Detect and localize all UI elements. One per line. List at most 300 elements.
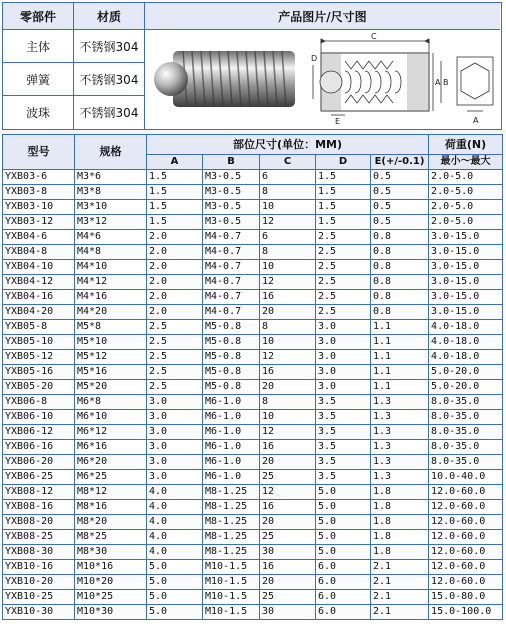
spec-cell: M3*12 — [75, 215, 147, 230]
spec-cell: M4*20 — [75, 305, 147, 320]
a-cell: 2.0 — [147, 275, 203, 290]
d-cell: 6.0 — [316, 560, 371, 575]
e-cell: 0.8 — [371, 230, 429, 245]
d-cell: 2.5 — [316, 275, 371, 290]
a-cell: 2.0 — [147, 290, 203, 305]
a-cell: 2.5 — [147, 350, 203, 365]
c-cell: 16 — [260, 500, 316, 515]
load-cell: 12.0-60.0 — [429, 485, 503, 500]
part-header: 零部件 — [3, 3, 73, 29]
d-cell: 6.0 — [316, 605, 371, 620]
b-cell: M3-0.5 — [203, 170, 260, 185]
model-cell: YXB08-20 — [3, 515, 75, 530]
spec-cell: M10*16 — [75, 560, 147, 575]
part-material: 不锈钢304 — [79, 39, 139, 54]
c-cell: 16 — [260, 560, 316, 575]
model-cell: YXB10-20 — [3, 575, 75, 590]
spec-cell: M10*20 — [75, 575, 147, 590]
dims-header: 部位尺寸(单位：MM) — [147, 135, 429, 155]
e-cell: 0.5 — [371, 215, 429, 230]
part-material: 不锈钢304 — [79, 105, 139, 120]
load-cell: 8.0-35.0 — [429, 425, 503, 440]
spec-table-body — [3, 170, 503, 620]
spec-cell: M6*8 — [75, 395, 147, 410]
model-cell: YXB10-16 — [3, 560, 75, 575]
spec-cell: M5*16 — [75, 365, 147, 380]
e-cell: 2.1 — [371, 560, 429, 575]
d-cell: 3.5 — [316, 425, 371, 440]
c-cell: 10 — [260, 260, 316, 275]
e-cell: 0.8 — [371, 290, 429, 305]
a-cell: 2.0 — [147, 245, 203, 260]
table-row — [3, 290, 503, 305]
load-cell: 3.0-15.0 — [429, 245, 503, 260]
d-cell: 5.0 — [316, 500, 371, 515]
d-cell: 3.5 — [316, 440, 371, 455]
col-c-header: C — [260, 155, 316, 170]
spec-cell: M3*6 — [75, 170, 147, 185]
load-cell: 12.0-60.0 — [429, 575, 503, 590]
table-row — [3, 350, 503, 365]
spec-cell: M6*12 — [75, 425, 147, 440]
spec-cell: M4*10 — [75, 260, 147, 275]
spec-cell: M10*25 — [75, 590, 147, 605]
spec-cell: M8*25 — [75, 530, 147, 545]
b-cell: M10-1.5 — [203, 560, 260, 575]
c-cell: 20 — [260, 380, 316, 395]
a-cell: 3.0 — [147, 455, 203, 470]
product-photo — [149, 33, 299, 125]
model-cell: YXB03-12 — [3, 215, 75, 230]
b-cell: M8-1.25 — [203, 500, 260, 515]
dim-label-d: D — [311, 54, 318, 63]
d-cell: 3.5 — [316, 455, 371, 470]
load-cell: 3.0-15.0 — [429, 290, 503, 305]
e-cell: 1.1 — [371, 350, 429, 365]
b-cell: M10-1.5 — [203, 605, 260, 620]
spec-cell: M5*12 — [75, 350, 147, 365]
a-cell: 1.5 — [147, 215, 203, 230]
a-cell: 4.0 — [147, 515, 203, 530]
b-cell: M5-0.8 — [203, 335, 260, 350]
load-cell: 3.0-15.0 — [429, 305, 503, 320]
spec-cell: M8*30 — [75, 545, 147, 560]
dim-label-e: E — [335, 117, 341, 126]
b-cell: M6-1.0 — [203, 395, 260, 410]
load-cell: 8.0-35.0 — [429, 440, 503, 455]
model-cell: YXB03-8 — [3, 185, 75, 200]
c-cell: 16 — [260, 290, 316, 305]
e-cell: 1.8 — [371, 485, 429, 500]
model-cell: YXB03-6 — [3, 170, 75, 185]
d-cell: 3.5 — [316, 395, 371, 410]
d-cell: 3.0 — [316, 335, 371, 350]
spec-cell: M4*8 — [75, 245, 147, 260]
load-cell: 4.0-18.0 — [429, 335, 503, 350]
b-cell: M8-1.25 — [203, 530, 260, 545]
c-cell: 10 — [260, 410, 316, 425]
table-row — [3, 320, 503, 335]
col-a-header: A — [147, 155, 203, 170]
a-cell: 4.0 — [147, 530, 203, 545]
spec-cell: M5*8 — [75, 320, 147, 335]
d-cell: 5.0 — [316, 485, 371, 500]
e-cell: 0.8 — [371, 305, 429, 320]
spec-cell: M3*10 — [75, 200, 147, 215]
load-subheader: 最小～最大 — [429, 155, 503, 170]
model-cell: YXB08-12 — [3, 485, 75, 500]
e-cell: 1.3 — [371, 470, 429, 485]
e-cell: 1.8 — [371, 545, 429, 560]
e-cell: 0.5 — [371, 170, 429, 185]
c-cell: 30 — [260, 605, 316, 620]
c-cell: 10 — [260, 335, 316, 350]
e-cell: 0.8 — [371, 275, 429, 290]
load-cell: 5.0-20.0 — [429, 365, 503, 380]
divider — [144, 29, 500, 30]
table-row — [3, 365, 503, 380]
c-cell: 8 — [260, 185, 316, 200]
spec-cell: M8*12 — [75, 485, 147, 500]
a-cell: 5.0 — [147, 575, 203, 590]
table-row — [3, 530, 503, 545]
spec-cell: M6*25 — [75, 470, 147, 485]
col-d-header: D — [316, 155, 371, 170]
model-header: 型号 — [3, 135, 75, 170]
load-cell: 15.0-80.0 — [429, 590, 503, 605]
c-cell: 20 — [260, 575, 316, 590]
e-cell: 1.1 — [371, 335, 429, 350]
table-row — [3, 440, 503, 455]
d-cell: 6.0 — [316, 575, 371, 590]
model-cell: YXB04-20 — [3, 305, 75, 320]
part-name: 主体 — [25, 39, 50, 54]
load-cell: 2.0-5.0 — [429, 170, 503, 185]
b-cell: M5-0.8 — [203, 365, 260, 380]
model-cell: YXB05-16 — [3, 365, 75, 380]
load-cell: 8.0-35.0 — [429, 395, 503, 410]
a-cell: 1.5 — [147, 185, 203, 200]
a-cell: 4.0 — [147, 485, 203, 500]
d-cell: 3.0 — [316, 365, 371, 380]
spec-table — [2, 134, 503, 620]
b-cell: M6-1.0 — [203, 470, 260, 485]
a-cell: 5.0 — [147, 590, 203, 605]
d-cell: 5.0 — [316, 545, 371, 560]
c-cell: 25 — [260, 590, 316, 605]
table-row — [3, 245, 503, 260]
table-row — [3, 470, 503, 485]
e-cell: 2.1 — [371, 605, 429, 620]
a-cell: 2.0 — [147, 305, 203, 320]
load-cell: 3.0-15.0 — [429, 230, 503, 245]
table-row — [3, 305, 503, 320]
b-cell: M10-1.5 — [203, 590, 260, 605]
c-cell: 20 — [260, 305, 316, 320]
d-cell: 3.0 — [316, 350, 371, 365]
table-row — [3, 455, 503, 470]
model-cell: YXB04-6 — [3, 230, 75, 245]
image-header: 产品图片/尺寸图 — [145, 3, 500, 29]
spec-cell: M4*16 — [75, 290, 147, 305]
e-cell: 1.3 — [371, 425, 429, 440]
load-cell: 8.0-35.0 — [429, 410, 503, 425]
table-row — [3, 425, 503, 440]
b-cell: M4-0.7 — [203, 260, 260, 275]
a-cell: 1.5 — [147, 200, 203, 215]
c-cell: 12 — [260, 350, 316, 365]
table-row — [3, 560, 503, 575]
model-cell: YXB06-25 — [3, 470, 75, 485]
a-cell: 4.0 — [147, 500, 203, 515]
load-cell: 12.0-60.0 — [429, 560, 503, 575]
load-cell: 2.0-5.0 — [429, 215, 503, 230]
b-cell: M10-1.5 — [203, 575, 260, 590]
load-cell: 2.0-5.0 — [429, 200, 503, 215]
spec-cell: M10*30 — [75, 605, 147, 620]
b-cell: M4-0.7 — [203, 290, 260, 305]
b-cell: M4-0.7 — [203, 230, 260, 245]
a-cell: 3.0 — [147, 470, 203, 485]
a-cell: 2.0 — [147, 260, 203, 275]
b-cell: M6-1.0 — [203, 410, 260, 425]
spec-cell: M6*10 — [75, 410, 147, 425]
e-cell: 0.5 — [371, 200, 429, 215]
e-cell: 2.1 — [371, 590, 429, 605]
a-cell: 2.0 — [147, 230, 203, 245]
b-cell: M6-1.0 — [203, 455, 260, 470]
b-cell: M6-1.0 — [203, 425, 260, 440]
spec-header: 规格 — [75, 135, 147, 170]
table-row — [3, 335, 503, 350]
table-row — [3, 170, 503, 185]
load-cell: 12.0-60.0 — [429, 500, 503, 515]
c-cell: 25 — [260, 470, 316, 485]
col-b-header: B — [203, 155, 260, 170]
d-cell: 1.5 — [316, 170, 371, 185]
model-cell: YXB08-16 — [3, 500, 75, 515]
b-cell: M6-1.0 — [203, 440, 260, 455]
model-cell: YXB06-10 — [3, 410, 75, 425]
c-cell: 8 — [260, 395, 316, 410]
model-cell: YXB10-25 — [3, 590, 75, 605]
b-cell: M8-1.25 — [203, 545, 260, 560]
parts-section — [2, 2, 502, 130]
c-cell: 12 — [260, 425, 316, 440]
dim-label-hex: A — [473, 116, 479, 125]
material-header: 材质 — [74, 3, 144, 29]
spec-cell: M8*20 — [75, 515, 147, 530]
d-cell: 1.5 — [316, 200, 371, 215]
a-cell: 5.0 — [147, 605, 203, 620]
b-cell: M3-0.5 — [203, 200, 260, 215]
model-cell: YXB06-20 — [3, 455, 75, 470]
dim-label-b: B — [443, 78, 449, 87]
b-cell: M3-0.5 — [203, 215, 260, 230]
d-cell: 5.0 — [316, 530, 371, 545]
table-row — [3, 515, 503, 530]
a-cell: 2.5 — [147, 365, 203, 380]
spec-cell: M6*20 — [75, 455, 147, 470]
load-cell: 8.0-35.0 — [429, 455, 503, 470]
d-cell: 2.5 — [316, 245, 371, 260]
table-row — [3, 185, 503, 200]
d-cell: 3.0 — [316, 380, 371, 395]
c-cell: 16 — [260, 365, 316, 380]
table-row — [3, 230, 503, 245]
model-cell: YXB10-30 — [3, 605, 75, 620]
load-cell: 4.0-18.0 — [429, 320, 503, 335]
e-cell: 0.8 — [371, 260, 429, 275]
c-cell: 12 — [260, 215, 316, 230]
d-cell: 3.5 — [316, 410, 371, 425]
d-cell: 1.5 — [316, 215, 371, 230]
e-cell: 2.1 — [371, 575, 429, 590]
d-cell: 2.5 — [316, 260, 371, 275]
table-row — [3, 215, 503, 230]
c-cell: 8 — [260, 320, 316, 335]
table-row — [3, 395, 503, 410]
b-cell: M5-0.8 — [203, 350, 260, 365]
spec-cell: M6*16 — [75, 440, 147, 455]
dim-label-c: C — [371, 32, 377, 41]
model-cell: YXB04-16 — [3, 290, 75, 305]
model-cell: YXB08-25 — [3, 530, 75, 545]
load-cell: 2.0-5.0 — [429, 185, 503, 200]
spec-cell: M8*16 — [75, 500, 147, 515]
model-cell: YXB04-10 — [3, 260, 75, 275]
e-cell: 1.1 — [371, 380, 429, 395]
spec-cell: M5*10 — [75, 335, 147, 350]
model-cell: YXB05-12 — [3, 350, 75, 365]
e-cell: 0.5 — [371, 185, 429, 200]
model-cell: YXB05-8 — [3, 320, 75, 335]
c-cell: 12 — [260, 485, 316, 500]
d-cell: 1.5 — [316, 185, 371, 200]
c-cell: 10 — [260, 200, 316, 215]
spec-cell: M4*6 — [75, 230, 147, 245]
e-cell: 0.8 — [371, 245, 429, 260]
load-cell: 12.0-60.0 — [429, 530, 503, 545]
e-cell: 1.8 — [371, 515, 429, 530]
spec-cell: M3*8 — [75, 185, 147, 200]
c-cell: 6 — [260, 170, 316, 185]
load-cell: 3.0-15.0 — [429, 275, 503, 290]
load-cell: 4.0-18.0 — [429, 350, 503, 365]
model-cell: YXB04-12 — [3, 275, 75, 290]
e-cell: 1.3 — [371, 440, 429, 455]
dim-label-a: A — [435, 78, 441, 87]
spec-cell: M4*12 — [75, 275, 147, 290]
model-cell: YXB06-8 — [3, 395, 75, 410]
b-cell: M4-0.7 — [203, 245, 260, 260]
model-cell: YXB06-12 — [3, 425, 75, 440]
e-cell: 1.8 — [371, 500, 429, 515]
table-row — [3, 590, 503, 605]
a-cell: 1.5 — [147, 170, 203, 185]
load-cell: 15.0-100.0 — [429, 605, 503, 620]
c-cell: 8 — [260, 245, 316, 260]
table-row — [3, 500, 503, 515]
table-row — [3, 410, 503, 425]
table-row — [3, 200, 503, 215]
c-cell: 30 — [260, 545, 316, 560]
table-row — [3, 275, 503, 290]
part-material: 不锈钢304 — [79, 72, 139, 87]
b-cell: M4-0.7 — [203, 275, 260, 290]
model-cell: YXB05-20 — [3, 380, 75, 395]
a-cell: 2.5 — [147, 380, 203, 395]
col-e-header: E(+/-0.1) — [371, 155, 429, 170]
d-cell: 6.0 — [316, 590, 371, 605]
c-cell: 20 — [260, 455, 316, 470]
model-cell: YXB08-30 — [3, 545, 75, 560]
e-cell: 1.1 — [371, 320, 429, 335]
a-cell: 3.0 — [147, 425, 203, 440]
model-cell: YXB03-10 — [3, 200, 75, 215]
c-cell: 20 — [260, 515, 316, 530]
table-row — [3, 380, 503, 395]
dimension-drawing — [311, 31, 499, 127]
c-cell: 16 — [260, 440, 316, 455]
a-cell: 2.5 — [147, 335, 203, 350]
table-row — [3, 485, 503, 500]
a-cell: 5.0 — [147, 560, 203, 575]
load-cell: 12.0-60.0 — [429, 545, 503, 560]
d-cell: 2.5 — [316, 230, 371, 245]
b-cell: M4-0.7 — [203, 305, 260, 320]
e-cell: 1.3 — [371, 410, 429, 425]
d-cell: 2.5 — [316, 290, 371, 305]
d-cell: 3.0 — [316, 320, 371, 335]
load-cell: 5.0-20.0 — [429, 380, 503, 395]
d-cell: 3.5 — [316, 470, 371, 485]
b-cell: M5-0.8 — [203, 380, 260, 395]
load-cell: 12.0-60.0 — [429, 515, 503, 530]
e-cell: 1.3 — [371, 395, 429, 410]
spec-cell: M5*20 — [75, 380, 147, 395]
model-cell: YXB04-8 — [3, 245, 75, 260]
table-row — [3, 575, 503, 590]
a-cell: 3.0 — [147, 410, 203, 425]
a-cell: 3.0 — [147, 440, 203, 455]
c-cell: 12 — [260, 275, 316, 290]
d-cell: 5.0 — [316, 515, 371, 530]
model-cell: YXB06-16 — [3, 440, 75, 455]
c-cell: 6 — [260, 230, 316, 245]
b-cell: M8-1.25 — [203, 515, 260, 530]
table-row — [3, 545, 503, 560]
load-cell: 10.0-40.0 — [429, 470, 503, 485]
table-row — [3, 605, 503, 620]
e-cell: 1.8 — [371, 530, 429, 545]
c-cell: 25 — [260, 530, 316, 545]
e-cell: 1.3 — [371, 455, 429, 470]
b-cell: M5-0.8 — [203, 320, 260, 335]
table-row — [3, 260, 503, 275]
d-cell: 2.5 — [316, 305, 371, 320]
load-header: 荷重(N) — [429, 135, 503, 155]
part-name: 弹簧 — [25, 72, 50, 87]
a-cell: 3.0 — [147, 395, 203, 410]
a-cell: 4.0 — [147, 545, 203, 560]
model-cell: YXB05-10 — [3, 335, 75, 350]
b-cell: M3-0.5 — [203, 185, 260, 200]
a-cell: 2.5 — [147, 320, 203, 335]
e-cell: 1.1 — [371, 365, 429, 380]
b-cell: M8-1.25 — [203, 485, 260, 500]
load-cell: 3.0-15.0 — [429, 260, 503, 275]
